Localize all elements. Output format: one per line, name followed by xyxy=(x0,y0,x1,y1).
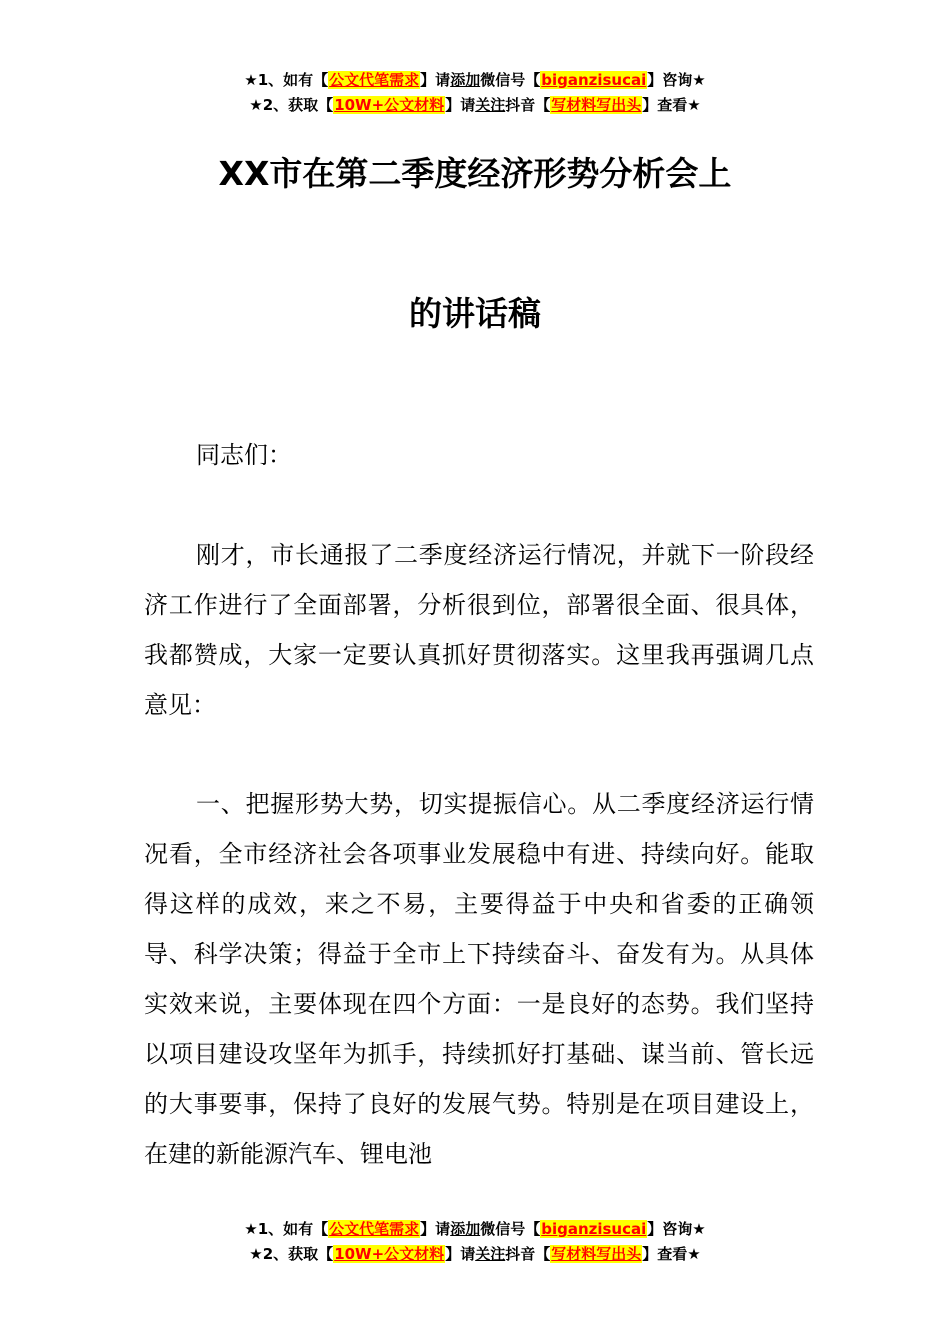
banner-text: ★2、获取【 xyxy=(249,1245,334,1263)
banner-underlined: 关注 xyxy=(475,96,506,114)
banner-line-2 xyxy=(0,93,950,118)
banner-text: 】咨询★ xyxy=(647,71,706,89)
banner-text: ★1、如有【 xyxy=(244,1220,329,1238)
banner-wechat-id: biganzisucai xyxy=(541,1220,647,1238)
banner-text: 】请 xyxy=(420,1220,451,1238)
banner-text: 】查看★ xyxy=(642,96,701,114)
banner-line-1 xyxy=(0,1217,950,1242)
footer-banner xyxy=(0,1217,950,1267)
document-title-line-1: XX市在第二季度经济形势分析会上 xyxy=(218,154,732,193)
greeting: 同志们： xyxy=(196,441,292,469)
banner-text: ★1、如有【 xyxy=(244,71,329,89)
banner-highlight: 公文代笔需求 xyxy=(329,1220,420,1238)
banner-text: 抖音【 xyxy=(505,1245,551,1263)
banner-douyin-id: 写材料写出头 xyxy=(551,1245,642,1263)
paragraph-section-one: 一、把握形势大势，切实提振信心。从二季度经济运行情况看，全市经济社会各项事业发展稳中有进、持续向好。能取得这样的成效，来之不易，主要得益于中央和省委的正确领导、科学决策；得益于全市上下持续奋斗、奋发有为。从具体实效来说，主要体现在四个方面：一是良好的态势。我们坚持以项目建设攻坚年为抓手，持续抓好打基础、谋当前、管长远的大事要事，保持了良好的发展气势。特别是在项目建设上，在建的新能源汽车、锂电池 xyxy=(144,790,814,1168)
banner-text: 微信号【 xyxy=(480,1220,541,1238)
banner-text: 】请 xyxy=(420,71,451,89)
banner-text: 微信号【 xyxy=(480,71,541,89)
banner-underlined: 添加 xyxy=(450,71,481,89)
banner-wechat-id: biganzisucai xyxy=(541,71,647,89)
banner-highlight: 10W+公文材料 xyxy=(334,1245,445,1263)
banner-underlined: 关注 xyxy=(475,1245,506,1263)
banner-underlined: 添加 xyxy=(450,1220,481,1238)
banner-text: 抖音【 xyxy=(505,96,551,114)
banner-douyin-id: 写材料写出头 xyxy=(551,96,642,114)
banner-line-2 xyxy=(0,1242,950,1267)
banner-line-1 xyxy=(0,68,950,93)
paragraph-intro: 刚才，市长通报了二季度经济运行情况，并就下一阶段经济工作进行了全面部署，分析很到位，部署很全面、很具体，我都赞成，大家一定要认真抓好贯彻落实。这里我再强调几点意见： xyxy=(144,541,814,719)
banner-text: ★2、获取【 xyxy=(249,96,334,114)
banner-highlight: 公文代笔需求 xyxy=(329,71,420,89)
banner-text: 】请 xyxy=(445,1245,476,1263)
banner-text: 】咨询★ xyxy=(647,1220,706,1238)
document-title-line-2: 的讲话稿 xyxy=(409,294,541,333)
header-banner xyxy=(0,68,950,118)
banner-text: 】查看★ xyxy=(642,1245,701,1263)
banner-highlight: 10W+公文材料 xyxy=(334,96,445,114)
banner-text: 】请 xyxy=(445,96,476,114)
